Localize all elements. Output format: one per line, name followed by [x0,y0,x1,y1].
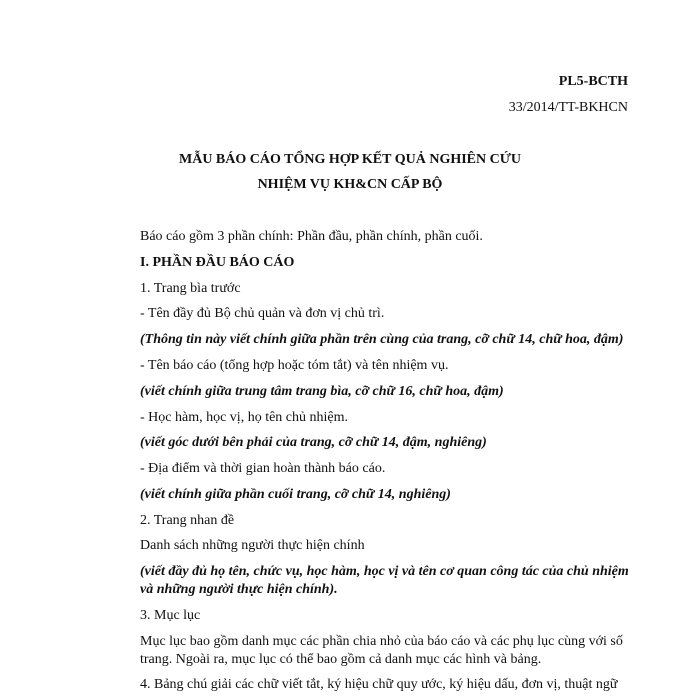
item-4-heading: 4. Bảng chú giải các chữ viết tắt, ký hiệu chữ quy ước, ký hiệu dấu, đơn vị, thuật ngữ [140,677,618,692]
item-3-heading: 3. Mục lục [140,608,201,623]
document-title-line-1: MẪU BÁO CÁO TỔNG HỢP KẾT QUẢ NGHIÊN CỨU [179,152,521,167]
document-code: PL5-BCTH [558,74,628,89]
note-4: (viết chính giữa phần cuối trang, cỡ chữ 14, nghiêng) [140,487,451,502]
bullet-3: - Học hàm, học vị, họ tên chủ nhiệm. [140,410,349,425]
circular-reference: 33/2014/TT-BKHCN [508,100,628,115]
note-2: (viết chính giữa trung tâm trang bìa, cỡ chữ 16, chữ hoa, đậm) [140,384,504,399]
section-1-heading: I. PHẦN ĐẦU BÁO CÁO [140,255,295,270]
bullet-4: - Địa điểm và thời gian hoàn thành báo cáo. [140,461,386,476]
toc-paragraph-line-2: trang. Ngoài ra, mục lục có thể bao gồm cả danh mục các hình và bảng. [140,652,542,667]
item-2-heading: 2. Trang nhan đề [140,513,235,528]
note-1: (Thông tin này viết chính giữa phần trên cùng của trang, cỡ chữ 14, chữ hoa, đậm) [140,332,624,347]
item-1-heading: 1. Trang bìa trước [140,281,241,296]
document-title-line-2: NHIỆM VỤ KH&CN CẤP BỘ [257,177,443,192]
bullet-1: - Tên đầy đủ Bộ chủ quản và đơn vị chủ trì. [140,306,385,321]
note-3: (viết góc dưới bên phải của trang, cỡ chữ 14, đậm, nghiêng) [140,435,487,450]
note-5-line-1: (viết đầy đủ họ tên, chức vụ, học hàm, học vị và tên cơ quan công tác của chủ nhiệm [140,564,629,579]
toc-paragraph-line-1: Mục lục bao gồm danh mục các phần chia nhỏ của báo cáo và các phụ lục cùng với số [140,634,623,649]
bullet-2: - Tên báo cáo (tổng hợp hoặc tóm tắt) và tên nhiệm vụ. [140,358,449,373]
list-title: Danh sách những người thực hiện chính [140,538,365,553]
note-5-line-2: và những người thực hiện chính). [140,582,338,597]
intro-paragraph: Báo cáo gồm 3 phần chính: Phần đầu, phần chính, phần cuối. [140,229,483,244]
